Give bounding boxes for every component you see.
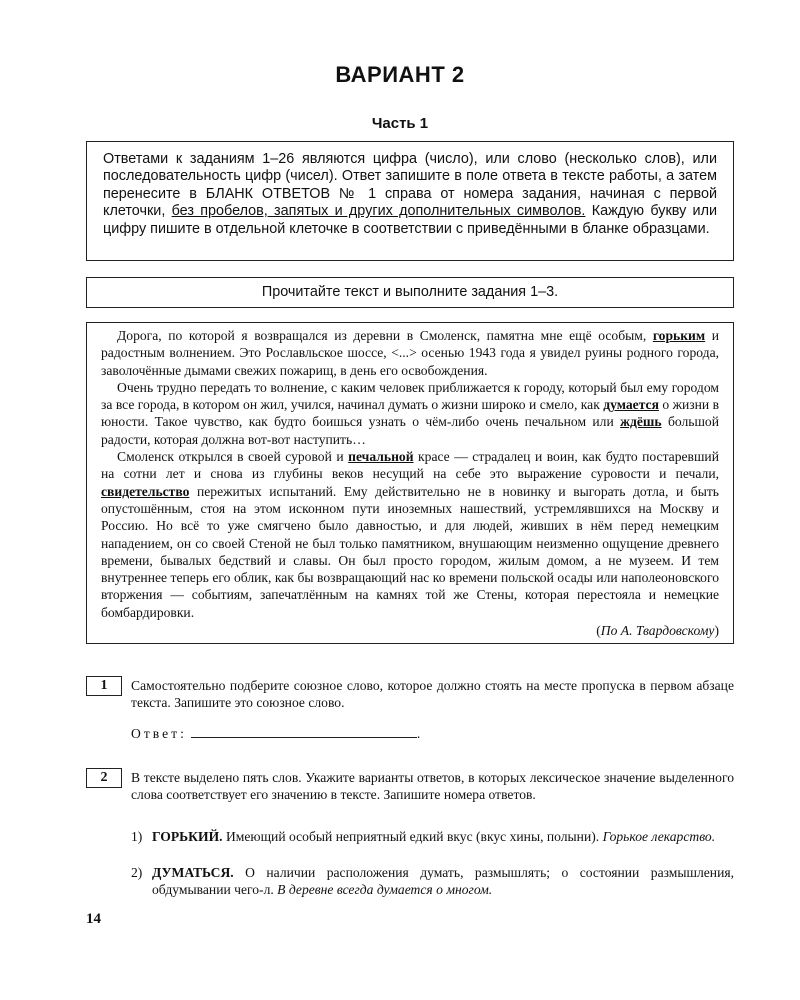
option-word: ДУМАТЬСЯ. (152, 865, 234, 880)
option-definition: О наличии расположения думать, размышлять; о состоянии размышления, обдумывании чего-л. (152, 865, 734, 897)
paragraph (101, 379, 719, 448)
text-part: о жизни в юности. Такое чувство, как будто боишься узнать о чём-либо очень печальном или (101, 397, 719, 430)
option-example: В деревне всегда думается о многом. (277, 882, 493, 897)
instructions-underlined: без пробелов, запятых и других дополнительных символов. (171, 203, 586, 220)
instructions-box (86, 141, 734, 261)
author-attribution: (По А. Твардовскому) (596, 623, 719, 639)
text-part: пережитых испытаний. Ему действительно не в новинку и выгорать дотла, и быть опустошённым, стоя на этом исконном пути иноземных нашествий, устремлявшихся на Москву и Россию. Но всё то уже смягчено было давностью, и для людей, живших в нём перед немецким нападением, он со своей Стеной не был только памятником, внушающим неизменно ощущение древнего времени, бывалых бедствий и славы. Он был просто городом, жилым домом, а не музеем. И тем внутреннее теперь его облик, как бы возвращающий нас ко времени польской осады или наполеоновского вторжения — событиям, запечатлённым на камнях той же Стены, которая перестояла и немецкие бомбардировки. (101, 483, 719, 620)
page-number: 14 (86, 911, 101, 927)
instructions-text-part: Ответами к заданиям 1–26 являются цифра (число), или слово (несколько слов), или последовательность цифр (чисел). Ответ запишите в поле ответа в тексте работы, а затем перенесите в БЛАНК ОТВЕТОВ № 1 справа от номера задания, начиная с первой клеточки, (103, 151, 717, 220)
answer-label: Ответ: (131, 726, 187, 741)
read-prompt: Прочитайте текст и выполните задания 1–3. (261, 284, 559, 300)
part-heading: Часть 1 (371, 115, 429, 132)
paragraph (101, 327, 719, 379)
instructions-text (103, 151, 717, 238)
text-part: Смоленск открылся в своей суровой и (117, 449, 344, 465)
answer-line: Ответ: . (131, 726, 421, 741)
author-name: По А. Твардовскому (600, 623, 715, 639)
answer-option (131, 828, 734, 845)
answer-field[interactable] (191, 725, 417, 738)
text-part: красе — страдалец и воин, как будто постаревший на сотни лет и снова из глубины веков несущий на себе это выражение суровости и печали, (101, 449, 719, 482)
task-number-box: 2 (86, 768, 122, 788)
paragraph (101, 448, 719, 621)
instructions-text-part: Каждую букву или цифру пишите в отдельной клеточке в соответствии с приведёнными в бланке образцами. (103, 203, 717, 237)
task-text: Самостоятельно подберите союзное слово, которое должно стоять на месте пропуска в первом абзаце текста. Запишите это союзное слово. (131, 678, 734, 710)
task-text: В тексте выделено пять слов. Укажите варианты ответов, в которых лексическое значение выделенного слова соответствует его значению в тексте. Запишите номера ответов. (131, 770, 734, 802)
text-part: Дорога, по которой я возвращался из деревни в Смоленск, памятна мне ещё особым, (117, 328, 647, 343)
option-number: 2) (131, 865, 143, 880)
reading-text-box (86, 322, 734, 644)
task-number-box: 1 (86, 676, 122, 696)
option-word: ГОРЬКИЙ. (152, 829, 223, 844)
text-part: и радостным волнением. Это Рославльское шоссе, <...> осенью 1943 года я увидел руины родного города, заволочённые дымами свежих пожарищ, в день его освобождения. (101, 328, 719, 378)
highlighted-word: думается (603, 397, 659, 413)
answer-option (131, 864, 734, 898)
option-definition: Имеющий особый неприятный едкий вкус (вкус хины, полыни). (225, 829, 600, 844)
highlighted-word: горьким (652, 328, 706, 343)
text-part: большой радости, которая должна вот-вот наступить… (101, 414, 719, 447)
task-1 (131, 677, 734, 742)
option-number: 1) (131, 829, 143, 844)
highlighted-word: свидетельство (101, 483, 190, 499)
task-2 (131, 769, 734, 803)
highlighted-word: ждёшь (620, 414, 662, 430)
text-part: Очень трудно передать то волнение, с каким человек приближается к городу, который был ему городом за все города, в котором он жил, учился, начинал думать о жизни широко и смело, как (101, 379, 719, 413)
option-example: Горькое лекарство. (602, 829, 716, 844)
page-title: ВАРИАНТ 2 (335, 62, 465, 87)
highlighted-word: печальной (348, 449, 414, 465)
read-prompt-box (86, 277, 734, 308)
